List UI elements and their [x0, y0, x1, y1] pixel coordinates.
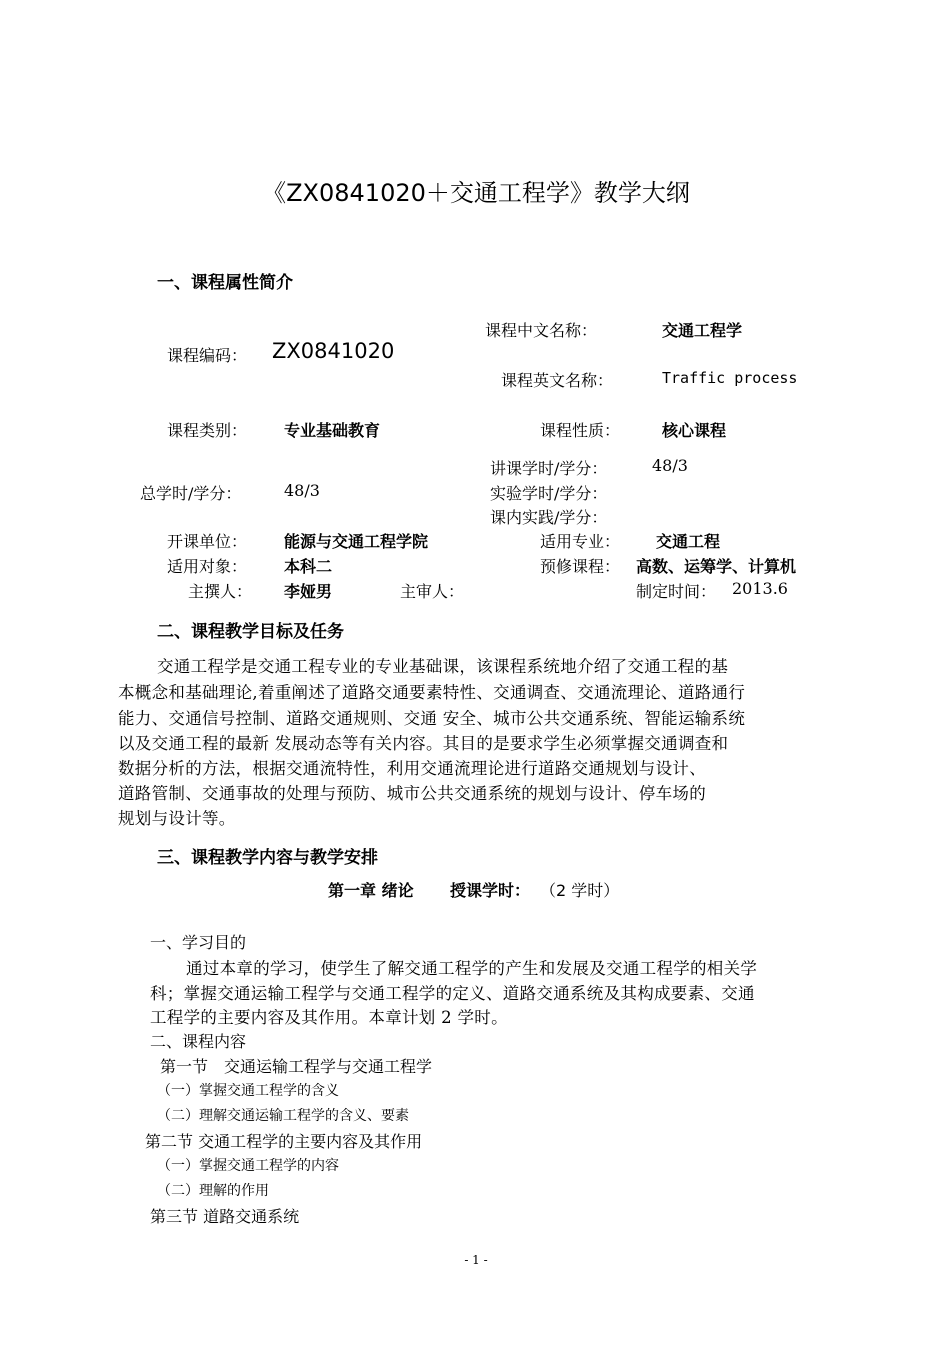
page-number: - 1 -: [464, 1253, 488, 1267]
objective-line: 规划与设计等。: [118, 809, 236, 828]
date-value: 2013.6: [732, 579, 788, 598]
purpose-line: 通过本章的学习，使学生了解交通工程学的产生和发展及交通工程学的相关学: [186, 959, 758, 978]
chapter-hours-label: 授课学时：: [450, 881, 531, 900]
en-name-label: 课程英文名称：: [501, 371, 614, 390]
lab-label: 实验学时/学分：: [490, 484, 608, 503]
target-value: 本科二: [284, 557, 333, 576]
objective-line: 以及交通工程的最新 发展动态等有关内容。其目的是要求学生必须掌握交通调查和: [118, 734, 729, 753]
practice-label: 课内实践/学分：: [490, 508, 608, 527]
objective-line: 本概念和基础理论,着重阐述了道路交通要素特性、交通调查、交通流理论、道路通行: [118, 683, 746, 702]
category-label: 课程类别：: [167, 421, 248, 440]
chapter-title: 第一章 绪论: [328, 881, 414, 900]
reviewer-label: 主审人：: [400, 582, 465, 601]
author-label: 主撰人：: [188, 582, 253, 601]
section-item: （二）理解的作用: [157, 1183, 269, 1199]
lecture-value: 48/3: [652, 456, 688, 475]
dept-value: 能源与交通工程学院: [284, 532, 429, 551]
date-label: 制定时间：: [636, 582, 717, 601]
section-title: 第二节 交通工程学的主要内容及其作用: [145, 1132, 423, 1151]
section3-heading: 三、课程教学内容与教学安排: [157, 848, 378, 868]
document-title: 《ZX0841020＋交通工程学》教学大纲: [262, 179, 690, 207]
section-item: （一）掌握交通工程学的含义: [157, 1083, 339, 1099]
prereq-value: 高数、运筹学、计算机: [636, 557, 797, 576]
purpose-line: 科；掌握交通运输工程学与交通工程学的定义、道路交通系统及其构成要素、交通: [150, 984, 755, 1003]
objective-line: 数据分析的方法，根据交通流特性，利用交通流理论进行道路交通规划与设计、: [118, 759, 706, 778]
chapter-hours-value: （2 学时）: [540, 881, 620, 900]
content-heading: 二、课程内容: [150, 1032, 247, 1051]
lecture-label: 讲课学时/学分：: [490, 459, 608, 478]
section-item: （一）掌握交通工程学的内容: [157, 1158, 339, 1174]
section2-heading: 二、课程教学目标及任务: [157, 622, 344, 642]
total-label: 总学时/学分：: [140, 484, 242, 503]
nature-value: 核心课程: [662, 421, 727, 440]
objective-line: 道路管制、交通事故的处理与预防、城市公共交通系统的规划与设计、停车场的: [118, 784, 706, 803]
cn-name-value: 交通工程学: [662, 321, 743, 340]
section-item: （二）理解交通运输工程学的含义、要素: [157, 1108, 409, 1124]
code-label: 课程编码：: [167, 346, 248, 365]
total-value: 48/3: [284, 481, 320, 500]
section-title: 第三节 道路交通系统: [150, 1207, 300, 1226]
objective-line: 能力、交通信号控制、道路交通规则、交通 安全、城市公共交通系统、智能运输系统: [118, 709, 746, 728]
dept-label: 开课单位：: [167, 532, 248, 551]
author-value: 李娅男: [284, 582, 333, 601]
target-label: 适用对象：: [167, 557, 248, 576]
purpose-heading: 一、学习目的: [150, 933, 247, 952]
category-value: 专业基础教育: [284, 421, 381, 440]
section1-heading: 一、课程属性简介: [157, 273, 293, 293]
major-value: 交通工程: [656, 532, 721, 551]
major-label: 适用专业：: [540, 532, 621, 551]
nature-label: 课程性质：: [540, 421, 621, 440]
en-name-value: Traffic process: [662, 369, 798, 387]
prereq-label: 预修课程：: [540, 557, 621, 576]
purpose-line: 工程学的主要内容及其作用。本章计划 2 学时。: [150, 1008, 508, 1027]
code-value: ZX0841020: [272, 339, 395, 363]
cn-name-label: 课程中文名称：: [485, 321, 598, 340]
objective-line: 交通工程学是交通工程专业的专业基础课，该课程系统地介绍了交通工程的基: [157, 657, 729, 676]
section-title: 第一节 交通运输工程学与交通工程学: [160, 1057, 433, 1076]
